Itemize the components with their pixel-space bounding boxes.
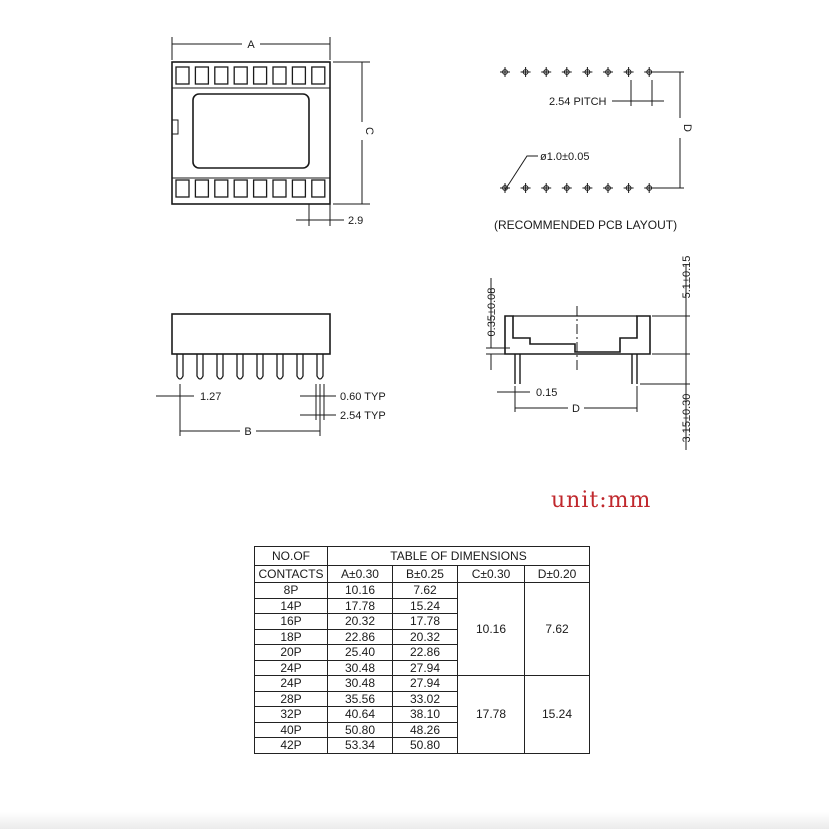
pin-pad	[195, 180, 208, 197]
contacts-cell: 14P	[255, 598, 328, 614]
pin-pad	[215, 180, 228, 197]
pin-pad	[254, 180, 267, 197]
lead-pin	[197, 354, 203, 379]
lead-pin	[257, 354, 263, 379]
side-view	[486, 264, 690, 450]
dim-a-label: A	[247, 39, 255, 51]
pcb-layout	[500, 67, 684, 193]
pcb-hole	[603, 67, 613, 77]
top-view	[172, 37, 370, 226]
b-cell: 17.78	[393, 614, 458, 630]
pcb-d-label: D	[681, 124, 693, 132]
group1-c-cell: 10.16	[458, 583, 525, 676]
b-cell: 33.02	[393, 691, 458, 707]
dim-3-15-label: 3.15±0.30	[681, 393, 693, 443]
contacts-cell: 24P	[255, 676, 328, 692]
pin-pad	[254, 67, 267, 84]
contacts-cell: 24P	[255, 660, 328, 676]
hole-diameter-label: ø1.0±0.05	[540, 151, 590, 163]
b-cell: 20.32	[393, 629, 458, 645]
a-cell: 17.78	[328, 598, 393, 614]
pin-pad	[273, 67, 286, 84]
a-cell: 22.86	[328, 629, 393, 645]
contacts-cell: 28P	[255, 691, 328, 707]
contacts-cell: 16P	[255, 614, 328, 630]
pcb-hole	[582, 183, 592, 193]
lead-pin	[317, 354, 323, 379]
pin-pad	[176, 180, 189, 197]
table-title: TABLE OF DIMENSIONS	[328, 547, 590, 566]
pcb-layout-caption: (RECOMMENDED PCB LAYOUT)	[494, 218, 678, 232]
a-cell: 10.16	[328, 583, 393, 599]
dim-5-1-label: 5.1±0.15	[681, 255, 693, 299]
front-view	[156, 314, 336, 436]
pin-pad	[176, 67, 189, 84]
dim-2-54-label: 2.54 TYP	[340, 410, 386, 422]
pcb-hole	[541, 67, 551, 77]
pcb-hole	[603, 183, 613, 193]
lead-pin	[217, 354, 223, 379]
lead-pin	[177, 354, 183, 379]
pcb-hole	[644, 67, 654, 77]
pcb-hole	[541, 183, 551, 193]
a-cell: 30.48	[328, 676, 393, 692]
pin-pad	[312, 180, 325, 197]
pin-pad	[273, 180, 286, 197]
pcb-hole	[624, 67, 634, 77]
dim-2-9-label: 2.9	[348, 215, 364, 227]
bottom-shadow	[0, 812, 829, 829]
a-cell: 35.56	[328, 691, 393, 707]
pcb-hole	[582, 67, 592, 77]
a-cell: 20.32	[328, 614, 393, 630]
pcb-hole	[500, 67, 510, 77]
dim-c-label: C	[363, 127, 375, 135]
group2-c-cell: 17.78	[458, 676, 525, 754]
dim-b-label: B	[244, 426, 252, 438]
pin-pad	[234, 67, 247, 84]
pitch-label: 2.54 PITCH	[549, 96, 607, 108]
dimensions-table	[254, 546, 590, 754]
b-cell: 22.86	[393, 645, 458, 661]
header-contacts: CONTACTS	[255, 566, 328, 583]
header-d: D±0.20	[525, 566, 590, 583]
a-cell: 40.64	[328, 707, 393, 723]
contacts-cell: 40P	[255, 722, 328, 738]
b-cell: 38.10	[393, 707, 458, 723]
b-cell: 27.94	[393, 676, 458, 692]
pcb-hole	[521, 67, 531, 77]
pin-pad	[234, 180, 247, 197]
pin-pad	[312, 67, 325, 84]
b-cell: 48.26	[393, 722, 458, 738]
header-no-of: NO.OF	[255, 547, 328, 566]
a-cell: 25.40	[328, 645, 393, 661]
table-row	[255, 583, 590, 599]
dim-0-35-label: 0.35±0.08	[486, 287, 498, 337]
dim-1-27-label: 1.27	[200, 391, 222, 403]
lead-pin	[297, 354, 303, 379]
contacts-cell: 8P	[255, 583, 328, 599]
contacts-cell: 18P	[255, 629, 328, 645]
header-c: C±0.30	[458, 566, 525, 583]
b-cell: 7.62	[393, 583, 458, 599]
b-cell: 50.80	[393, 738, 458, 754]
contacts-cell: 32P	[255, 707, 328, 723]
a-cell: 53.34	[328, 738, 393, 754]
side-d-label: D	[572, 403, 580, 415]
unit-label: unit:mm	[551, 488, 652, 513]
pcb-hole	[644, 183, 654, 193]
pcb-hole	[624, 183, 634, 193]
group1-d-cell: 7.62	[525, 583, 590, 676]
pcb-hole	[562, 67, 572, 77]
pin-pad	[215, 67, 228, 84]
header-b: B±0.25	[393, 566, 458, 583]
a-cell: 30.48	[328, 660, 393, 676]
pin-pad	[292, 67, 305, 84]
pin-pad	[292, 180, 305, 197]
pcb-hole	[521, 183, 531, 193]
b-cell: 27.94	[393, 660, 458, 676]
b-cell: 15.24	[393, 598, 458, 614]
group2-d-cell: 15.24	[525, 676, 590, 754]
contacts-cell: 20P	[255, 645, 328, 661]
dim-0-15-label: 0.15	[536, 387, 558, 399]
lead-pin	[277, 354, 283, 379]
header-a: A±0.30	[328, 566, 393, 583]
lead-pin	[237, 354, 243, 379]
dim-0-60-label: 0.60 TYP	[340, 391, 386, 403]
contacts-cell: 42P	[255, 738, 328, 754]
pin-pad	[195, 67, 208, 84]
a-cell: 50.80	[328, 722, 393, 738]
pcb-hole	[562, 183, 572, 193]
table-row	[255, 676, 590, 692]
